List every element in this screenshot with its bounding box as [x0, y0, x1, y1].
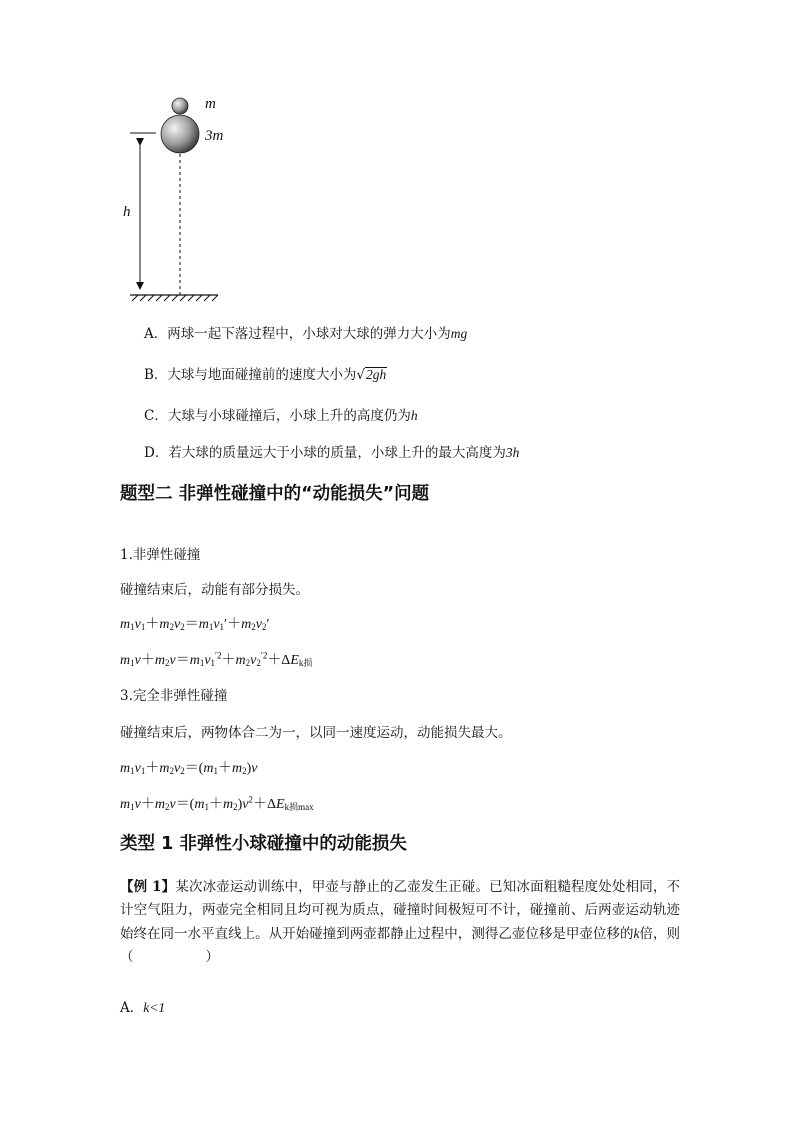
option-c-text: C．大球与小球碰撞后，小球上升的高度仍为 — [144, 408, 411, 424]
ground-hatching — [132, 295, 218, 301]
small-ball-mass-label: m — [205, 96, 216, 112]
perfectly-inelastic-description: 碰撞结束后，两物体合二为一，以同一速度运动，动能损失最大。 — [120, 725, 512, 741]
example-close: ） — [205, 949, 219, 965]
section-heading: 题型二 非弹性碰撞中的“动能损失”问题 — [120, 484, 430, 504]
example-tag: 【例 1】 — [120, 879, 176, 895]
example-option-a — [120, 996, 165, 1016]
delta-e-subscript: k损 — [298, 658, 313, 668]
option-d-text: D．若大球的质量远大于小球的质量，小球上升的最大高度为 — [144, 445, 506, 461]
option-a-math: mg — [450, 326, 468, 341]
option-a-text: A．两球一起下落过程中，小球对大球的弹力大小为 — [144, 326, 451, 342]
sqrt-sign: √ — [356, 367, 366, 383]
option-b — [144, 363, 387, 383]
option-a — [144, 322, 467, 342]
option-b-math: 2gh — [366, 367, 387, 382]
option-d-math: 3h — [505, 445, 520, 460]
example-option-a-math: k<1 — [143, 1000, 166, 1015]
inelastic-description: 碰撞结束后，动能有部分损失。 — [120, 582, 309, 598]
option-b-text: B．大球与地面碰撞前的速度大小为 — [144, 367, 357, 383]
type1-heading: 类型 1 非弹性小球碰撞中的动能损失 — [120, 834, 407, 854]
example-1-paragraph — [120, 876, 680, 969]
falling-balls-figure — [110, 90, 250, 305]
subheading-perfectly-inelastic: 3.完全非弹性碰撞 — [120, 688, 228, 704]
big-ball-mass-label: 3m — [205, 128, 224, 144]
momentum-equation-2: $m_1v_1+m_2v_2=(m_1+m_2)v$ — [120, 761, 258, 776]
example-k: k — [633, 926, 640, 941]
option-d — [144, 441, 519, 461]
option-c-math: h — [410, 408, 418, 423]
example-option-a-label: A． — [120, 1000, 144, 1016]
subheading-inelastic: 1.非弹性碰撞 — [120, 547, 201, 563]
big-ball — [161, 115, 199, 153]
option-c — [144, 404, 418, 424]
example-text: 某次冰壶运动训练中，甲壶与静止的乙壶发生正碰。已知冰面粗糙程度处处相同，不计空气阻力，两壶完全相同且均可视为质点，碰撞时间极短可不计，碰撞前、后两壶运动轨迹始终在同一水平直线上。从开始碰撞到两壶都静止过程中，测得乙壶位移是甲壶位移的 — [120, 879, 681, 942]
energy-equation-2: $m_1v+m_2v=(m_1+m_2)v^2+\Delta E_{k损max}$ — [120, 794, 314, 812]
delta-e-max-subscript: k损max — [284, 802, 314, 812]
small-ball — [172, 98, 188, 114]
energy-equation-1: $m_1v+m_2v=m_1v_1^{'2}+m_2v_2^{'2}+\Delta E_{k损}$ — [120, 650, 313, 668]
example-tail: 倍，则（ — [120, 926, 681, 965]
momentum-equation-1: $m_1v_1+m_2v_2=m_1v_1'+m_2v_2'$ — [120, 617, 270, 632]
height-label: h — [123, 204, 131, 220]
